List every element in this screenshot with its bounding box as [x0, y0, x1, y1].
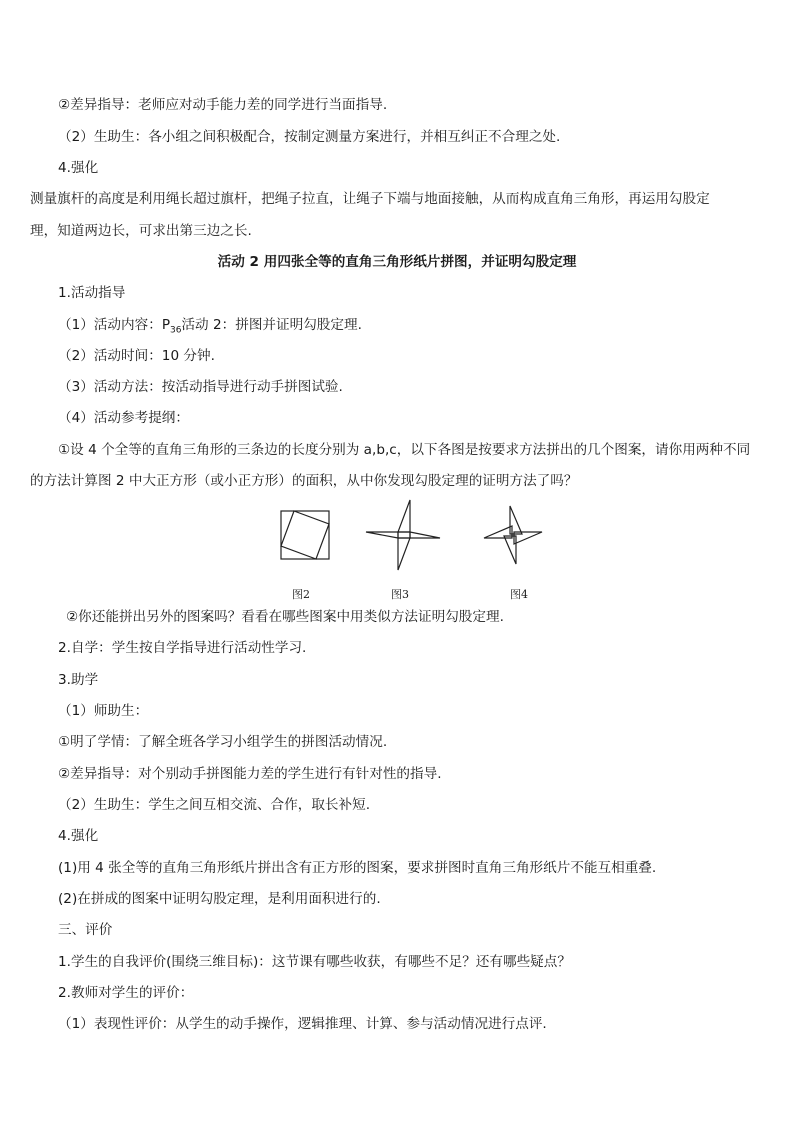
heading-reinforce-2: 4.强化 — [58, 828, 99, 844]
figure-2-diagram — [280, 510, 330, 560]
paragraph-student-help-2: （2）生助生：学生之间互相交流、合作，取长补短. — [58, 797, 371, 813]
paragraph-diff-guidance-2: ②差异指导：对个别动手拼图能力差的学生进行有针对性的指导. — [58, 766, 442, 782]
heading-evaluation: 三、评价 — [58, 922, 113, 938]
figure-4-diagram — [482, 504, 544, 566]
paragraph-diff-guidance-1: ②差异指导：老师应对动手能力差的同学进行当面指导. — [58, 97, 388, 113]
page-ref-number: 36 — [170, 325, 182, 336]
activity-content-label: （1）活动内容： — [58, 317, 162, 333]
paragraph-flagpole-1: 测量旗杆的高度是利用绳长超过旗杆，把绳子拉直，让绳子下端与地面接触，从而构成直角三角形，再运用勾股定 — [30, 191, 710, 207]
figures-row — [270, 498, 560, 603]
paragraph-reinforce-point-2: (2)在拼成的图案中证明勾股定理，是利用面积进行的. — [58, 891, 381, 907]
paragraph-performance-evaluation: （1）表现性评价：从学生的动手操作，逻辑推理、计算、参与活动情况进行点评. — [58, 1016, 547, 1032]
paragraph-question-3: ②你还能拼出另外的图案吗？看看在哪些图案中用类似方法证明勾股定理. — [66, 609, 504, 625]
figure-2-caption: 图2 — [292, 588, 310, 601]
page-ref-letter: P — [161, 317, 171, 333]
activity-content-rest: 活动 2：拼图并证明勾股定理. — [181, 317, 362, 333]
paragraph-flagpole-2: 理，知道两边长，可求出第三边之长. — [30, 223, 252, 239]
paragraph-teacher-help: （1）师助生： — [58, 703, 149, 719]
paragraph-activity-outline: （4）活动参考提纲： — [58, 410, 189, 426]
heading-reinforce-1: 4.强化 — [58, 160, 99, 176]
heading-activity-guidance: 1.活动指导 — [58, 285, 126, 301]
paragraph-reinforce-point-1: (1)用 4 张全等的直角三角形纸片拼出含有正方形的图案，要求拼图时直角三角形纸片不能互相重叠. — [58, 860, 657, 876]
paragraph-teacher-evaluation: 2.教师对学生的评价： — [58, 985, 194, 1001]
figure-3-diagram — [364, 498, 442, 572]
paragraph-activity-method: （3）活动方法：按活动指导进行动手拼图试验. — [58, 379, 343, 395]
paragraph-self-study: 2.自学：学生按自学指导进行活动性学习. — [58, 640, 307, 656]
paragraph-understand-situation: ①明了学情：了解全班各学习小组学生的拼图活动情况. — [58, 734, 388, 750]
figure-4-caption: 图4 — [510, 588, 528, 601]
paragraph-activity-time: （2）活动时间：10 分钟. — [58, 348, 215, 364]
figure-3-caption: 图3 — [391, 588, 409, 601]
heading-help-study: 3.助学 — [58, 672, 99, 688]
paragraph-student-help-1: （2）生助生：各小组之间积极配合，按制定测量方案进行，并相互纠正不合理之处. — [58, 129, 561, 145]
paragraph-activity-content — [58, 316, 362, 340]
paragraph-question-1: ①设 4 个全等的直角三角形的三条边的长度分别为 a,b,c，以下各图是按要求方法拼出的几个图案，请你用两种不同 — [58, 442, 751, 458]
paragraph-self-evaluation: 1.学生的自我评价(围绕三维目标)：这节课有哪些收获，有哪些不足？还有哪些疑点？ — [58, 954, 571, 970]
activity-2-title: 活动 2 用四张全等的直角三角形纸片拼图，并证明勾股定理 — [217, 254, 577, 270]
paragraph-question-2: 的方法计算图 2 中大正方形（或小正方形）的面积，从中你发现勾股定理的证明方法了吗？ — [30, 473, 578, 489]
